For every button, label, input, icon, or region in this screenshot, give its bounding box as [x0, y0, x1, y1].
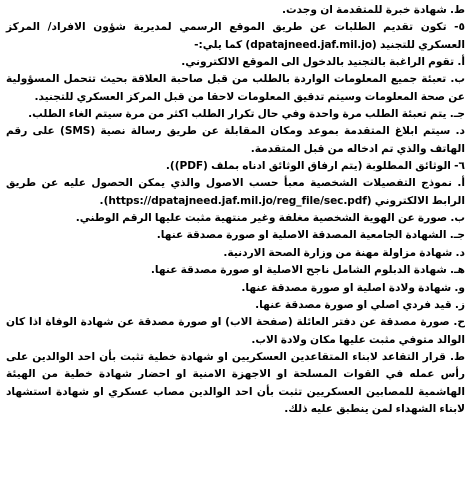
section-6-required-documents: ٦- الوثائق المطلوبة (يتم ارفاق الوثائق ادناه بملف (PDF)).: [165, 160, 465, 173]
item-t-experience-certificate: ط. شهادة خبرة للمتقدمة ان وجدت.: [282, 4, 465, 16]
item-j-single-submission: جـ. يتم تعبئة الطلب مرة واحدة وفي حال تكرار الطلب اكثر من مرة سيتم الغاء الطلب.: [28, 108, 465, 121]
document-body: [6, 2, 465, 418]
item-t-retirement-decision: ط. قرار التقاعد لابناء المتقاعدين العسكريين او شهادة خطية تثبت بأن احد الوالدين على رأس عمله في القوات المسلحة او الاجهزة الامنية او احضار شهادة خطية من الهيئة الهاشمية للمصابين العسكريين تثبت بأن احد الوالدين مصاب عسكري او شهادة استشهاد لابناء الشهداء لمن ينطبق عليه ذلك.: [6, 350, 465, 415]
item-a-visit-website: أ. تقوم الراغبة بالتجنيد بالدخول الى الموقع الالكتروني.: [181, 56, 465, 69]
item-d-sms-notification: د. سيتم ابلاغ المتقدمة بموعد ومكان المقابلة عن طريق رسالة نصية (SMS) على رقم الهاتف والذي تم ادخاله من قبل المتقدمة.: [6, 125, 465, 155]
item-b-fill-information: ب. تعبئة جميع المعلومات الواردة بالطلب من قبل صاحبة العلاقة بحيث تتحمل المسؤولية عن صحة المعلومات وسيتم تدقيق المعلومات لاحقا من قبل المركز العسكري للتجنيد.: [6, 73, 465, 103]
item-b-id-card: ب. صورة عن الهوية الشخصية مغلفة وغير منتهية مثبت عليها الرقم الوطني.: [75, 212, 465, 225]
item-a-personal-details-form: أ. نموذج التفصيلات الشخصية معبأ حسب الاصول والذي يمكن الحصول عليه عن طريق الرابط الالكتروني (https://dpatajneed.jaf.mil.jo/reg_file/sec.pdf).: [6, 177, 465, 207]
item-h-family-book: ح. صورة مصدقة عن دفتر العائلة (صفحة الاب) او صورة مصدقة عن شهادة الوفاة اذا كان الوالد متوفي مثبت عليها مكان ولادة الاب.: [6, 316, 465, 346]
item-d-practice-license: د. شهادة مزاولة مهنة من وزارة الصحة الاردنية.: [223, 246, 465, 259]
item-z-civil-record: ز. قيد فردي اصلي او صورة مصدقة عنها.: [255, 298, 465, 311]
section-5-application-method: ٥- تكون تقديم الطلبات عن طريق الموقع الرسمي لمديرية شؤون الافراد/ المركز العسكري للتجنيد (dpatajneed.jaf.mil.jo) كما يلي:-: [6, 21, 465, 51]
item-j-university-degree: جـ. الشهادة الجامعية المصدقة الاصلية او صورة مصدقة عنها.: [156, 229, 465, 242]
item-h-diploma-certificate: هـ. شهادة الدبلوم الشامل ناجح الاصلية او صورة مصدقة عنها.: [150, 264, 465, 277]
item-w-birth-certificate: و. شهادة ولادة اصلية او صورة مصدقة عنها.: [241, 281, 465, 294]
